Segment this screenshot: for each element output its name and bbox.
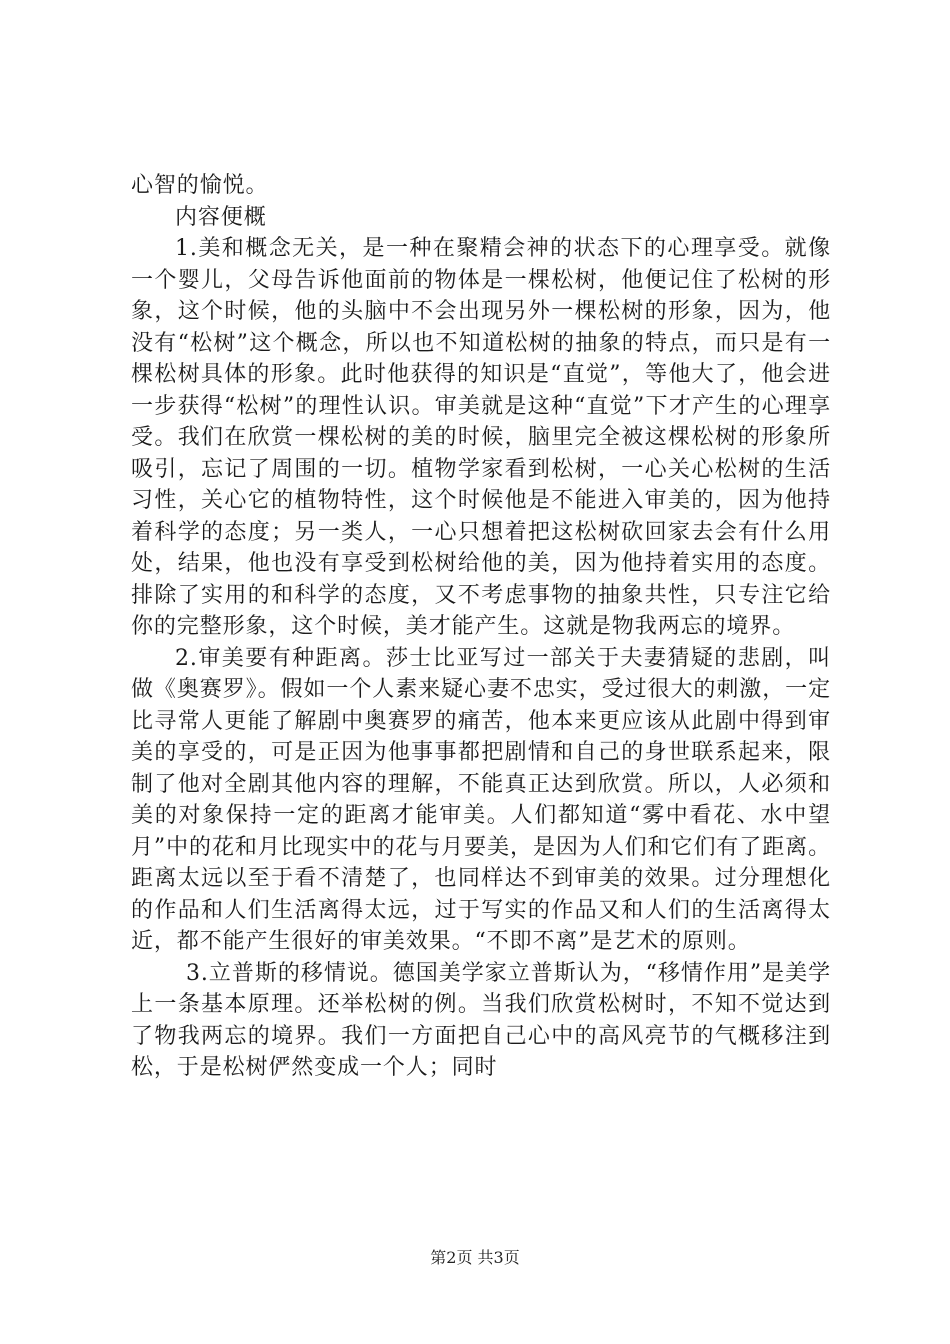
paragraph-point-3: 3.立普斯的移情说。德国美学家立普斯认为，“移情作用”是美学上一条基本原理。还举松树的例。当我们欣赏松树时，不知不觉达到了物我两忘的境界。我们一方面把自己心中的高风亮节的气概移注到松，于是松树俨然变成一个人；同时	[131, 960, 831, 1080]
paragraph-point-1: 1.美和概念无关，是一种在聚精会神的状态下的心理享受。就像一个婴儿，父母告诉他面前的物体是一棵松树，他便记住了松树的形象，这个时候，他的头脑中不会出现另外一棵松树的形象，因为，他没有“松树”这个概念，所以也不知道松树的抽象的特点，而只是有一棵松树具体的形象。此时他获得的知识是“直觉”，等他大了，他会进一步获得“松树”的理性认识。审美就是这种“直觉”下才产生的心理享受。我们在欣赏一棵松树的美的时候，脑里完全被这棵松树的形象所吸引，忘记了周围的一切。植物学家看到松树，一心关心松树的生活习性，关心它的植物特性，这个时候他是不能进入审美的，因为他持着科学的态度；另一类人，一心只想着把这松树砍回家去会有什么用处，结果，他也没有享受到松树给他的美，因为他持着实用的态度。排除了实用的和科学的态度，又不考虑事物的抽象共性，只专注它给你的完整形象，这个时候，美才能产生。这就是物我两忘的境界。	[131, 236, 831, 639]
paragraph-point-2: 2.审美要有种距离。莎士比亚写过一部关于夫妻猜疑的悲剧，叫做《奥赛罗》。假如一个人素来疑心妻不忠实，受过很大的刺激，一定比寻常人更能了解剧中奥赛罗的痛苦，他本来更应该从此剧中得到审美的享受的，可是正因为他事事都把剧情和自己的身世联系起来，限制了他对全剧其他内容的理解，不能真正达到欣赏。所以，人必须和美的对象保持一定的距离才能审美。人们都知道“雾中看花、水中望月”中的花和月比现实中的花与月要美，是因为人们和它们有了距离。距离太远以至于看不清楚了，也同样达不到审美的效果。过分理想化的作品和人们生活离得太远，过于写实的作品又和人们的生活离得太近，都不能产生很好的审美效果。“不即不离”是艺术的原则。	[131, 645, 831, 954]
body-text	[131, 170, 831, 1084]
paragraph-continuation: 心智的愉悦。	[131, 173, 269, 198]
section-heading: 内容便概	[175, 204, 267, 230]
page-footer: 第2页 共3页	[430, 1248, 520, 1267]
